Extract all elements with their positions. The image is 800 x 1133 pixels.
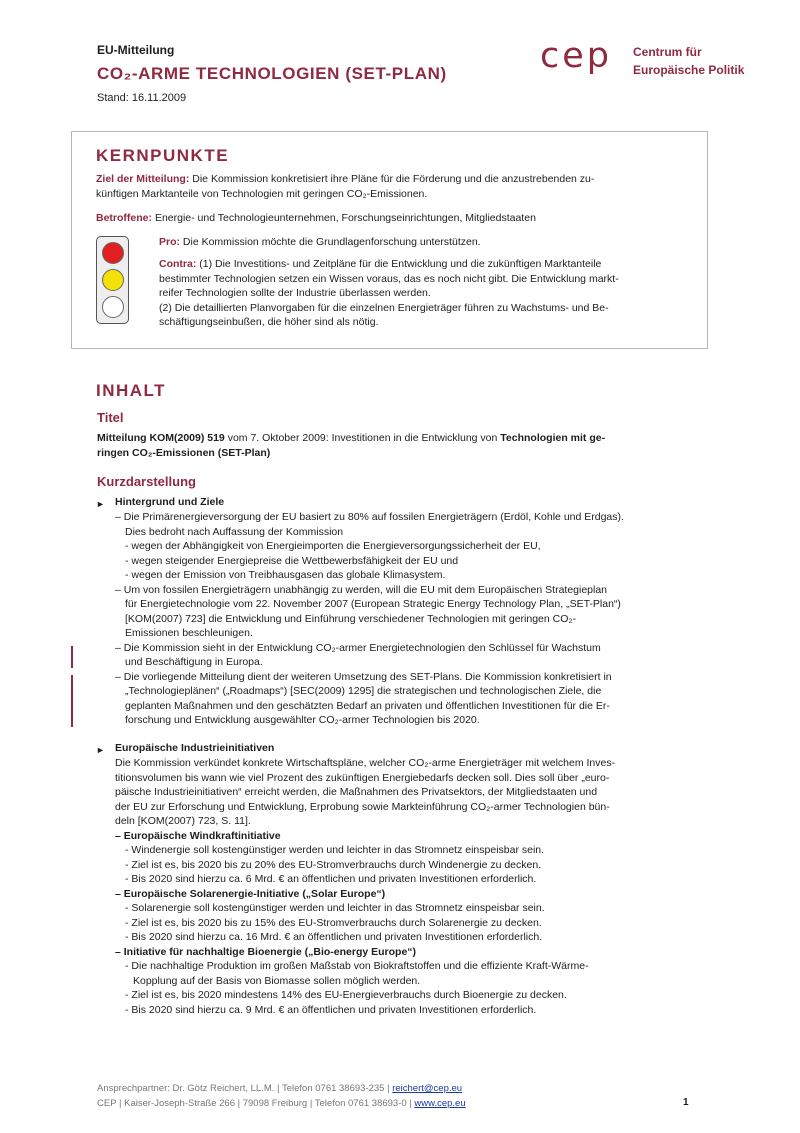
change-marker [71, 646, 73, 668]
betroffene-label: Betroffene: [96, 212, 153, 224]
list-item: - Bis 2020 sind hierzu ca. 6 Mrd. € an öffentlichen und privaten Investitionen erforderlich. [125, 873, 537, 885]
list-item: - wegen steigender Energiepreise die Wettbewerbsfähigkeit der EU und [125, 554, 459, 567]
arrow-bullet-icon: ► [96, 499, 105, 509]
list-item: Emissionen beschleunigen. [125, 627, 253, 639]
change-marker [71, 675, 73, 727]
contra-text-1a: (1) Die Investitions- und Zeitpläne für die Entwicklung und die zukünftigen Marktanteile [199, 258, 602, 270]
section-hintergrund-body [115, 510, 687, 728]
pro-label: Pro: [159, 236, 180, 248]
titel-paragraph [97, 431, 687, 460]
footer-website-link[interactable]: www.cep.eu [414, 1098, 466, 1109]
paragraph-line: titionsvolumen bis wann wie viel Prozent des zukünftigen Energiebedarfs decken soll. Dies soll über „euro- [115, 771, 610, 784]
footer-email-link[interactable]: reichert@cep.eu [392, 1083, 463, 1094]
bio-heading: – Initiative für nachhaltige Bioenergie („Bio-energy Europe“) [115, 945, 417, 958]
list-item: – Die Kommission sieht in der Entwicklung CO₂-armer Energietechnologien den Schlüssel für Wachstum [115, 641, 601, 654]
list-item: und Beschäftigung in Europa. [125, 656, 263, 668]
list-item: - Bis 2020 sind hierzu ca. 16 Mrd. € an öffentlichen und privaten Investitionen erforderlich. [125, 931, 543, 943]
list-item: - Die nachhaltige Produktion im großen Maßstab von Biokraftstoffen und die effiziente Kraft-Wärme- [125, 960, 589, 972]
contra-text-1c: reifer Technologien sollte der Industrie überlassen werden. [159, 287, 431, 299]
titel-bold-1: Technologien mit ge- [500, 432, 606, 444]
paragraph-line: päische Industrieinitiativen“ erreicht werden, die Maßnahmen des Privatsektors, der Mitgliedstaaten und [115, 786, 598, 798]
kernpunkte-heading: KERNPUNKTE [96, 146, 230, 165]
kurzdarstellung-heading: Kurzdarstellung [97, 474, 196, 489]
ziel-text-2: künftigen Marktanteile von Technologien mit geringen CO₂-Emissionen. [96, 187, 428, 200]
list-item: für Energietechnologie vom 22. November 2007 (European Strategic Energy Technology Plan, „SET-Plan“) [125, 598, 621, 610]
betroffene-paragraph [96, 211, 688, 226]
titel-ref: Mitteilung KOM(2009) 519 [97, 432, 225, 444]
document-type: EU-Mitteilung [97, 43, 175, 57]
contra-text-2b: schäftigungseinbußen, die höher sind als nötig. [159, 316, 379, 328]
footer-address-text: CEP | Kaiser-Joseph-Straße 266 | 79098 Freiburg | Telefon 0761 38693-0 | [97, 1098, 415, 1109]
list-item: forschung und Entwicklung ausgewählter CO₂-armer Technologien bis 2020. [125, 714, 480, 726]
pro-paragraph [159, 235, 688, 250]
arrow-bullet-icon: ► [96, 745, 105, 755]
list-item: - Ziel ist es, bis 2020 bis zu 15% des EU-Stromverbrauchs durch Solarenergie zu decken. [125, 916, 542, 929]
paragraph-line: deln [KOM(2007) 723, S. 11]. [115, 815, 251, 827]
footer-address [97, 1098, 466, 1109]
list-item: - wegen der Abhängigkeit von Energieimporten die Energieversorgungssicherheit der EU, [125, 540, 541, 552]
list-item: - Windenergie soll kostengünstiger werden und leichter in das Stromnetz einspeisbar sein. [125, 844, 545, 856]
traffic-light-red [102, 242, 124, 264]
document-date: Stand: 16.11.2009 [97, 92, 187, 104]
list-item: - Solarenergie soll kostengünstiger werden und leichter in das Stromnetz einspeisbar sein. [125, 902, 545, 914]
section-industrie-body [115, 756, 687, 1017]
traffic-light-white [102, 296, 124, 318]
titel-heading: Titel [97, 410, 124, 425]
list-item: - wegen der Emission von Treibhausgasen das globale Klimasystem. [125, 569, 446, 581]
titel-text: vom 7. Oktober 2009: Investitionen in die Entwicklung von [224, 432, 501, 444]
ziel-text-1: Die Kommission konkretisiert ihre Pläne für die Förderung und die anzustrebenden zu- [192, 173, 595, 185]
traffic-light-icon [96, 236, 129, 324]
logo-name-line1: Centrum für [633, 45, 702, 59]
list-item: [KOM(2007) 723] die Entwicklung und Einführung verschiedener Technologien mit geringen CO₂- [125, 612, 576, 625]
inhalt-heading: INHALT [96, 381, 167, 400]
section-heading-hintergrund: Hintergrund und Ziele [115, 496, 225, 508]
contra-label: Contra: [159, 258, 197, 270]
pro-text: Die Kommission möchte die Grundlagenforschung unterstützen. [182, 236, 481, 248]
paragraph-line: Die Kommission verkündet konkrete Wirtschaftspläne, welcher CO₂-arme Energieträger mit welchem Inves- [115, 757, 616, 769]
list-item: Kopplung auf der Basis von Biomasse sollen möglich werden. [133, 974, 421, 987]
list-item: - Ziel ist es, bis 2020 mindestens 14% des EU-Energieverbrauchs durch Bioenergie zu decken. [125, 989, 567, 1001]
list-item: geplanten Maßnahmen und den geschätzten Bedarf an privaten und öffentlichen Investitionen für die Er- [125, 699, 610, 712]
footer-contact-text: Ansprechpartner: Dr. Götz Reichert, LL.M. | Telefon 0761 38693-235 | [97, 1083, 393, 1094]
paragraph-line: der EU zur Erforschung und Entwicklung, Erprobung sowie Markteinführung CO₂-armer Technologien bün- [115, 800, 610, 813]
footer-contact [97, 1083, 462, 1094]
document-title: CO₂-ARME TECHNOLOGIEN (SET-PLAN) [97, 64, 447, 83]
betroffene-text: Energie- und Technologieunternehmen, Forschungseinrichtungen, Mitgliedstaaten [154, 212, 536, 224]
list-item: - Ziel ist es, bis 2020 bis zu 20% des EU-Stromverbrauchs durch Windenergie zu decken. [125, 858, 542, 871]
ziel-paragraph [96, 172, 688, 201]
list-item: – Die Primärenergieversorgung der EU basiert zu 80% auf fossilen Energieträgern (Erdöl, Kohle und Erdgas). [115, 511, 624, 523]
page-number: 1 [683, 1097, 689, 1108]
ziel-label: Ziel der Mitteilung: [96, 173, 190, 185]
contra-text-2a: (2) Die detaillierten Planvorgaben für die einzelnen Energieträger führen zu Wachstums- und Be- [159, 301, 609, 314]
contra-paragraph [159, 257, 688, 330]
list-item: - Bis 2020 sind hierzu ca. 9 Mrd. € an öffentlichen und privaten Investitionen erforderlich. [125, 1003, 537, 1016]
wind-heading: – Europäische Windkraftinitiative [115, 829, 281, 842]
titel-bold-2: ringen CO₂-Emissionen (SET-Plan) [97, 446, 271, 459]
logo-name-line2: Europäische Politik [633, 63, 745, 77]
list-item: – Die vorliegende Mitteilung dient der weiteren Umsetzung des SET-Plans. Die Kommission konkretisiert in [115, 670, 612, 683]
traffic-light-yellow [102, 269, 124, 291]
cep-logo: cep [540, 36, 612, 76]
list-item: – Um von fossilen Energieträgern unabhängig zu werden, will die EU mit dem Europäischen Strategieplan [115, 583, 608, 596]
solar-heading: – Europäische Solarenergie-Initiative („Solar Europe“) [115, 887, 386, 900]
list-item: „Technologieplänen“ („Roadmaps“) [SEC(2009) 1295] die strategischen und technologischen Ziele, die [125, 685, 602, 697]
contra-text-1b: bestimmter Technologien setzen ein Wissen voraus, das es noch nicht gibt. Die Entwicklung markt- [159, 272, 619, 285]
list-item: Dies bedroht nach Auffassung der Kommission [125, 525, 344, 538]
section-heading-industrie: Europäische Industrieinitiativen [115, 742, 275, 754]
